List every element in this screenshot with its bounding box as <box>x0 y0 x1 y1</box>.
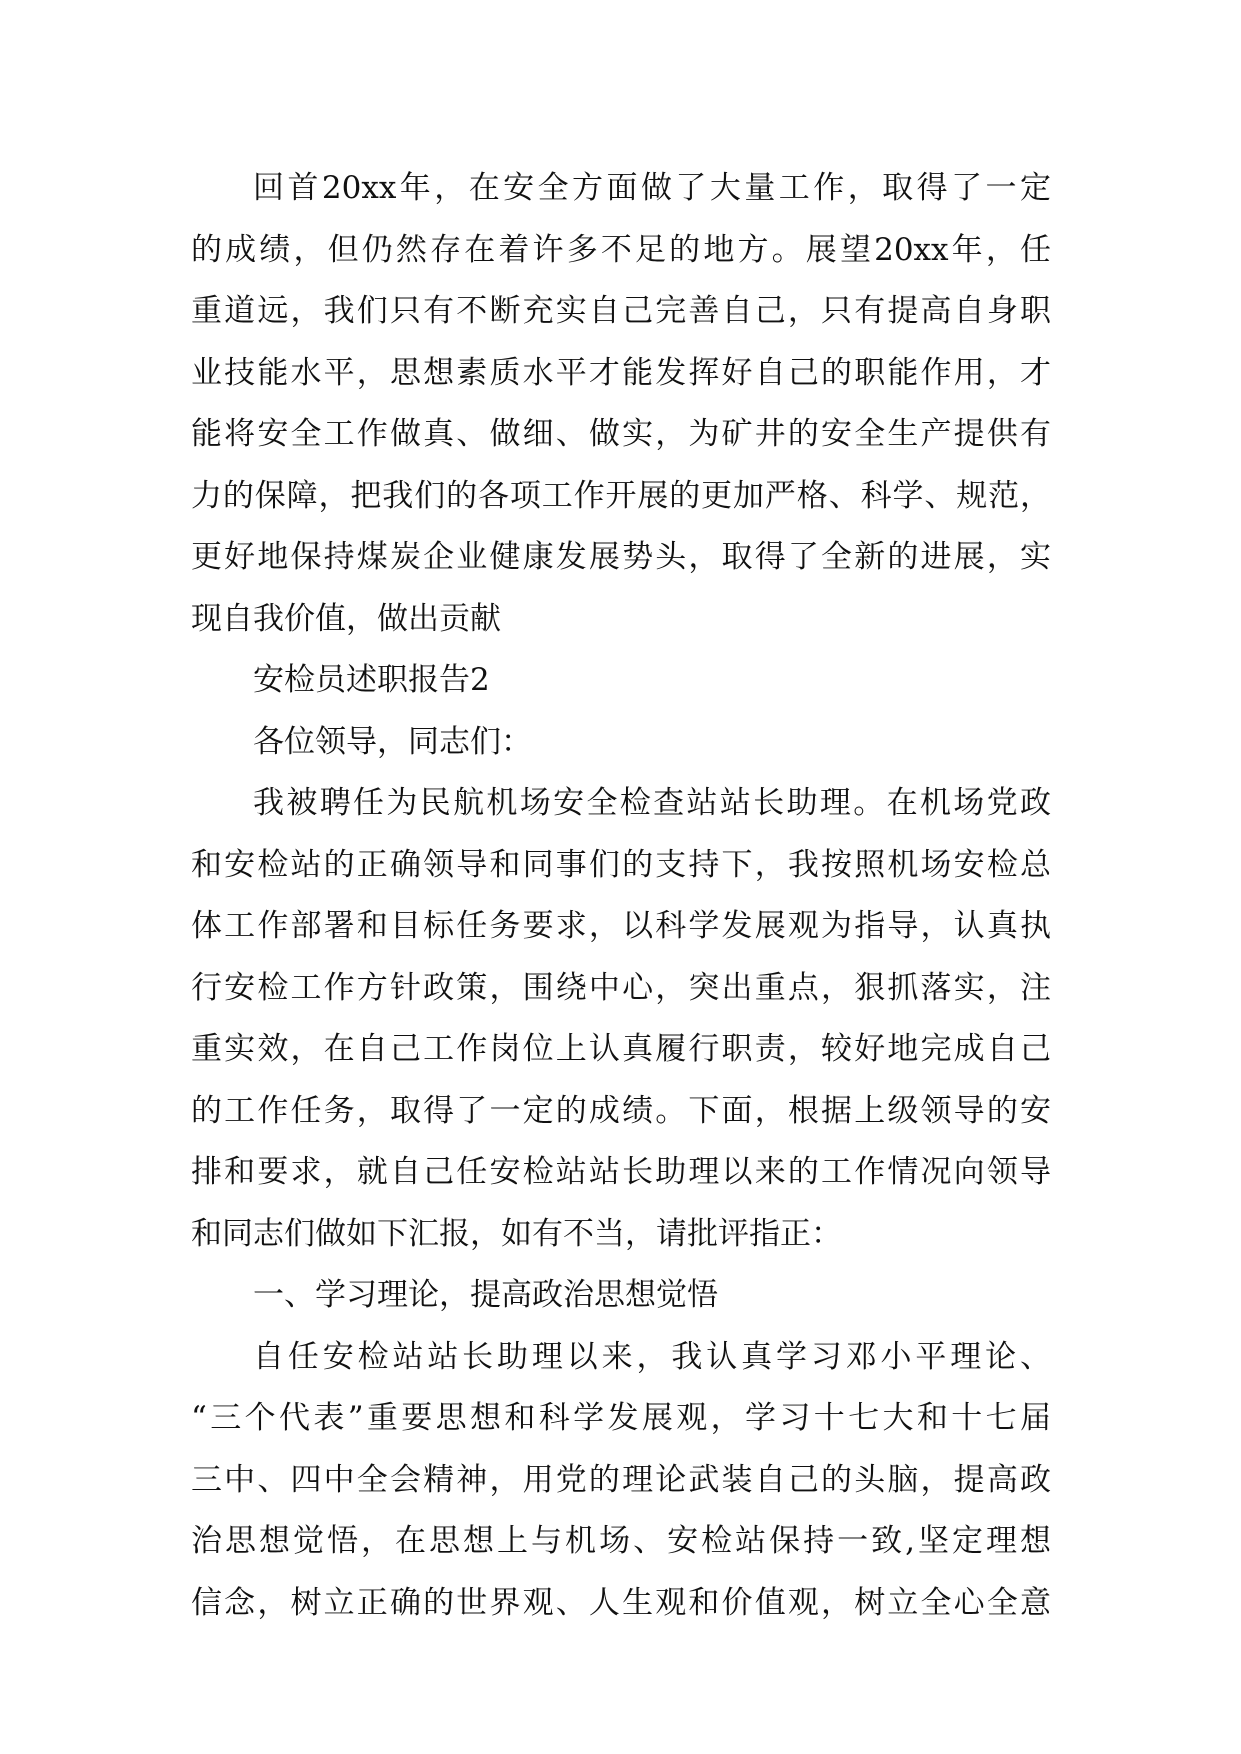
paragraph-line: 和安检站的正确领导和同事们的支持下，我按照机场安检总 <box>191 846 1051 883</box>
paragraph-line: 自任安检站站长助理以来，我认真学习邓小平理论、 <box>253 1338 1051 1375</box>
paragraph-line: 我被聘任为民航机场安全检查站站长助理。在机场党政 <box>253 785 1051 821</box>
paragraph-line: 治思想觉悟，在思想上与机场、安检站保持一致,坚定理想 <box>191 1523 1051 1559</box>
paragraph-line: 重道远，我们只有不断充实自己完善自己，只有提高自身职 <box>191 293 1051 329</box>
section-title: 安检员述职报告2 <box>253 662 490 698</box>
document-body <box>191 158 1051 1634</box>
paragraph-line: 和同志们做如下汇报，如有不当，请批评指正： <box>191 1215 842 1252</box>
paragraph-line: 的工作任务，取得了一定的成绩。下面，根据上级领导的安 <box>191 1092 1051 1129</box>
paragraph-line: “三个代表”重要思想和科学发展观，学习十七大和十七届 <box>191 1400 1051 1436</box>
salutation: 各位领导，同志们： <box>253 723 532 760</box>
paragraph-line: 能将安全工作做真、做细、做实，为矿井的安全生产提供有 <box>191 416 1051 452</box>
paragraph-line: 业技能水平，思想素质水平才能发挥好自己的职能作用，才 <box>191 354 1051 391</box>
paragraph-line: 力的保障，把我们的各项工作开展的更加严格、科学、规范， <box>191 477 1051 514</box>
paragraph-line: 回首20xx年，在安全方面做了大量工作，取得了一定 <box>253 170 1051 206</box>
section-heading: 一、学习理论，提高政治思想觉悟 <box>253 1277 718 1313</box>
paragraph-line: 排和要求，就自己任安检站站长助理以来的工作情况向领导 <box>191 1154 1051 1190</box>
paragraph-line: 的成绩，但仍然存在着许多不足的地方。展望20xx年，任 <box>191 231 1051 268</box>
paragraph-line: 现自我价值，做出贡献 <box>191 600 501 637</box>
paragraph-line: 体工作部署和目标任务要求，以科学发展观为指导，认真执 <box>191 908 1051 944</box>
paragraph-line: 行安检工作方针政策，围绕中心，突出重点，狠抓落实，注 <box>191 969 1051 1006</box>
paragraph-line: 重实效，在自己工作岗位上认真履行职责，较好地完成自己 <box>191 1031 1051 1067</box>
paragraph-line: 更好地保持煤炭企业健康发展势头，取得了全新的进展，实 <box>191 539 1051 575</box>
paragraph-line: 信念，树立正确的世界观、人生观和价值观，树立全心全意 <box>191 1584 1051 1621</box>
paragraph-line: 三中、四中全会精神，用党的理论武装自己的头脑，提高政 <box>191 1461 1051 1498</box>
